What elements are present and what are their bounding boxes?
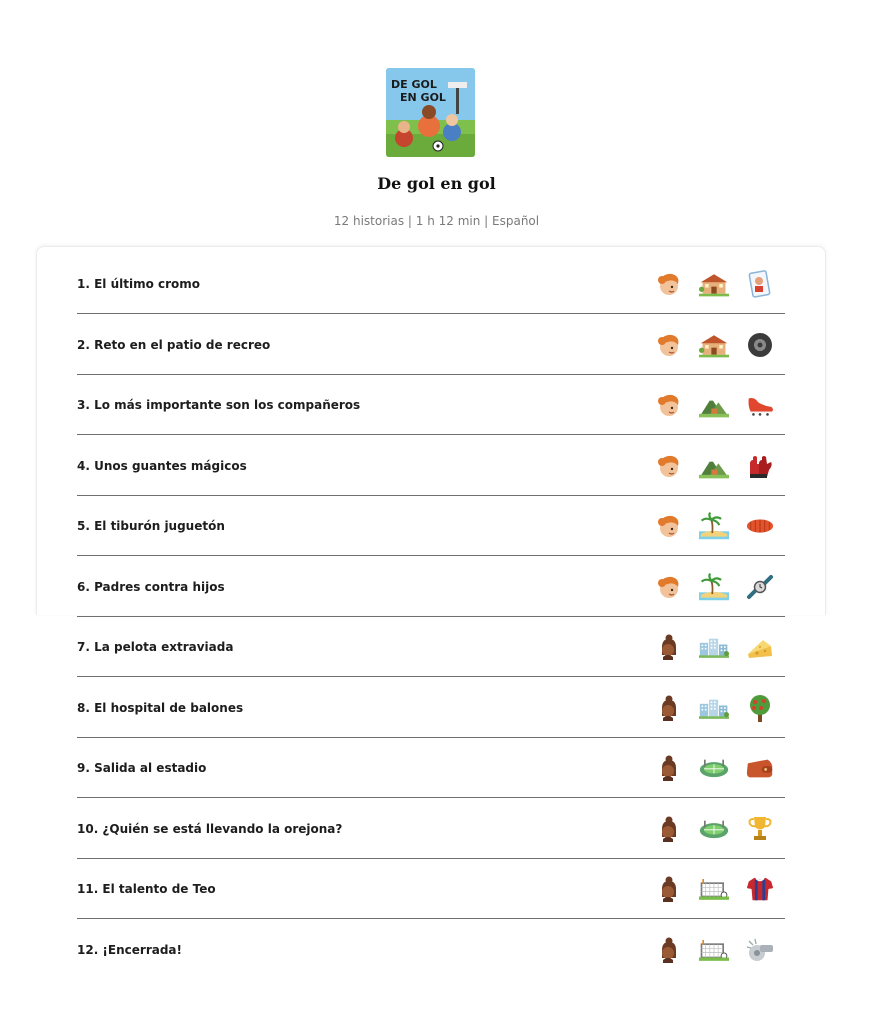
girl-brown-hair-icon [653, 935, 683, 965]
story-row[interactable] [77, 738, 785, 798]
story-title: 6. Padres contra hijos [77, 579, 225, 594]
girl-brown-hair-icon [653, 693, 683, 723]
story-title: 4. Unos guantes mágicos [77, 458, 247, 473]
stadium-icon [699, 814, 729, 844]
story-title: 7. La pelota extraviada [77, 640, 234, 654]
story-icons [637, 814, 775, 844]
boy-red-hair-icon [653, 451, 683, 481]
story-title: 8. El hospital de balones [77, 700, 244, 715]
boy-red-hair-icon [653, 330, 683, 360]
tire-icon [745, 330, 775, 360]
story-row[interactable] [77, 315, 785, 375]
football-boot-icon [745, 390, 775, 420]
story-icons [637, 874, 775, 904]
palm-beach-icon [699, 572, 729, 602]
story-icons [637, 330, 775, 360]
girl-brown-hair-icon [653, 753, 683, 783]
goalkeeper-gloves-icon [745, 451, 775, 481]
story-title: 10. ¿Quién se está llevando la orejona? [77, 821, 343, 836]
boy-red-hair-icon [653, 390, 683, 420]
cover-title-line-2: EN GOL [400, 91, 446, 104]
story-icons [637, 693, 775, 723]
goal-net-icon [699, 935, 729, 965]
inflatable-toy-icon [745, 511, 775, 541]
boy-red-hair-icon [653, 269, 683, 299]
mountain-house-icon [699, 390, 729, 420]
girl-brown-hair-icon [653, 874, 683, 904]
story-title: 3. Lo más importante son los compañeros [77, 398, 361, 412]
story-row[interactable] [77, 254, 785, 314]
story-row[interactable] [77, 375, 785, 435]
boy-red-hair-icon [653, 511, 683, 541]
football-shirt-icon [745, 874, 775, 904]
book-meta: 12 historias | 1 h 12 min | Español [333, 214, 540, 228]
story-title: 11. El talento de Teo [77, 882, 216, 896]
cover-title-line-1: DE GOL [391, 78, 437, 91]
wrist-watch-icon [745, 572, 775, 602]
story-icons [637, 935, 775, 965]
story-row[interactable] [77, 678, 785, 738]
book-title: De gol en gol [377, 174, 496, 193]
cheese-icon [745, 632, 775, 662]
wallet-icon [745, 753, 775, 783]
story-title: 1. El último cromo [77, 277, 201, 291]
story-row[interactable] [77, 496, 785, 556]
story-icons [637, 632, 775, 662]
whistle-icon [745, 935, 775, 965]
school-building-icon [699, 330, 729, 360]
story-title: 9. Salida al estadio [77, 761, 207, 775]
girl-brown-hair-icon [653, 814, 683, 844]
story-icons [637, 451, 775, 481]
story-row[interactable] [77, 436, 785, 496]
story-title: 2. Reto en el patio de recreo [77, 337, 271, 352]
sticker-card-icon [745, 269, 775, 299]
story-row[interactable] [77, 920, 785, 980]
mountain-house-icon [699, 451, 729, 481]
trophy-icon [745, 814, 775, 844]
boy-red-hair-icon [653, 572, 683, 602]
fruit-tree-icon [745, 693, 775, 723]
goal-net-icon [699, 874, 729, 904]
stadium-icon [699, 753, 729, 783]
story-title: 5. El tiburón juguetón [77, 519, 225, 533]
story-icons [637, 572, 775, 602]
story-icons [637, 269, 775, 299]
story-icons [637, 753, 775, 783]
school-building-icon [699, 269, 729, 299]
story-title: 12. ¡Encerrada! [77, 942, 182, 957]
city-buildings-icon [699, 693, 729, 723]
story-icons [637, 511, 775, 541]
book-cover-image [386, 68, 475, 157]
girl-brown-hair-icon [653, 632, 683, 662]
story-row[interactable] [77, 557, 785, 617]
story-row[interactable] [77, 799, 785, 859]
story-row[interactable] [77, 617, 785, 677]
story-row[interactable] [77, 859, 785, 919]
city-buildings-icon [699, 632, 729, 662]
story-icons [637, 390, 775, 420]
palm-beach-icon [699, 511, 729, 541]
